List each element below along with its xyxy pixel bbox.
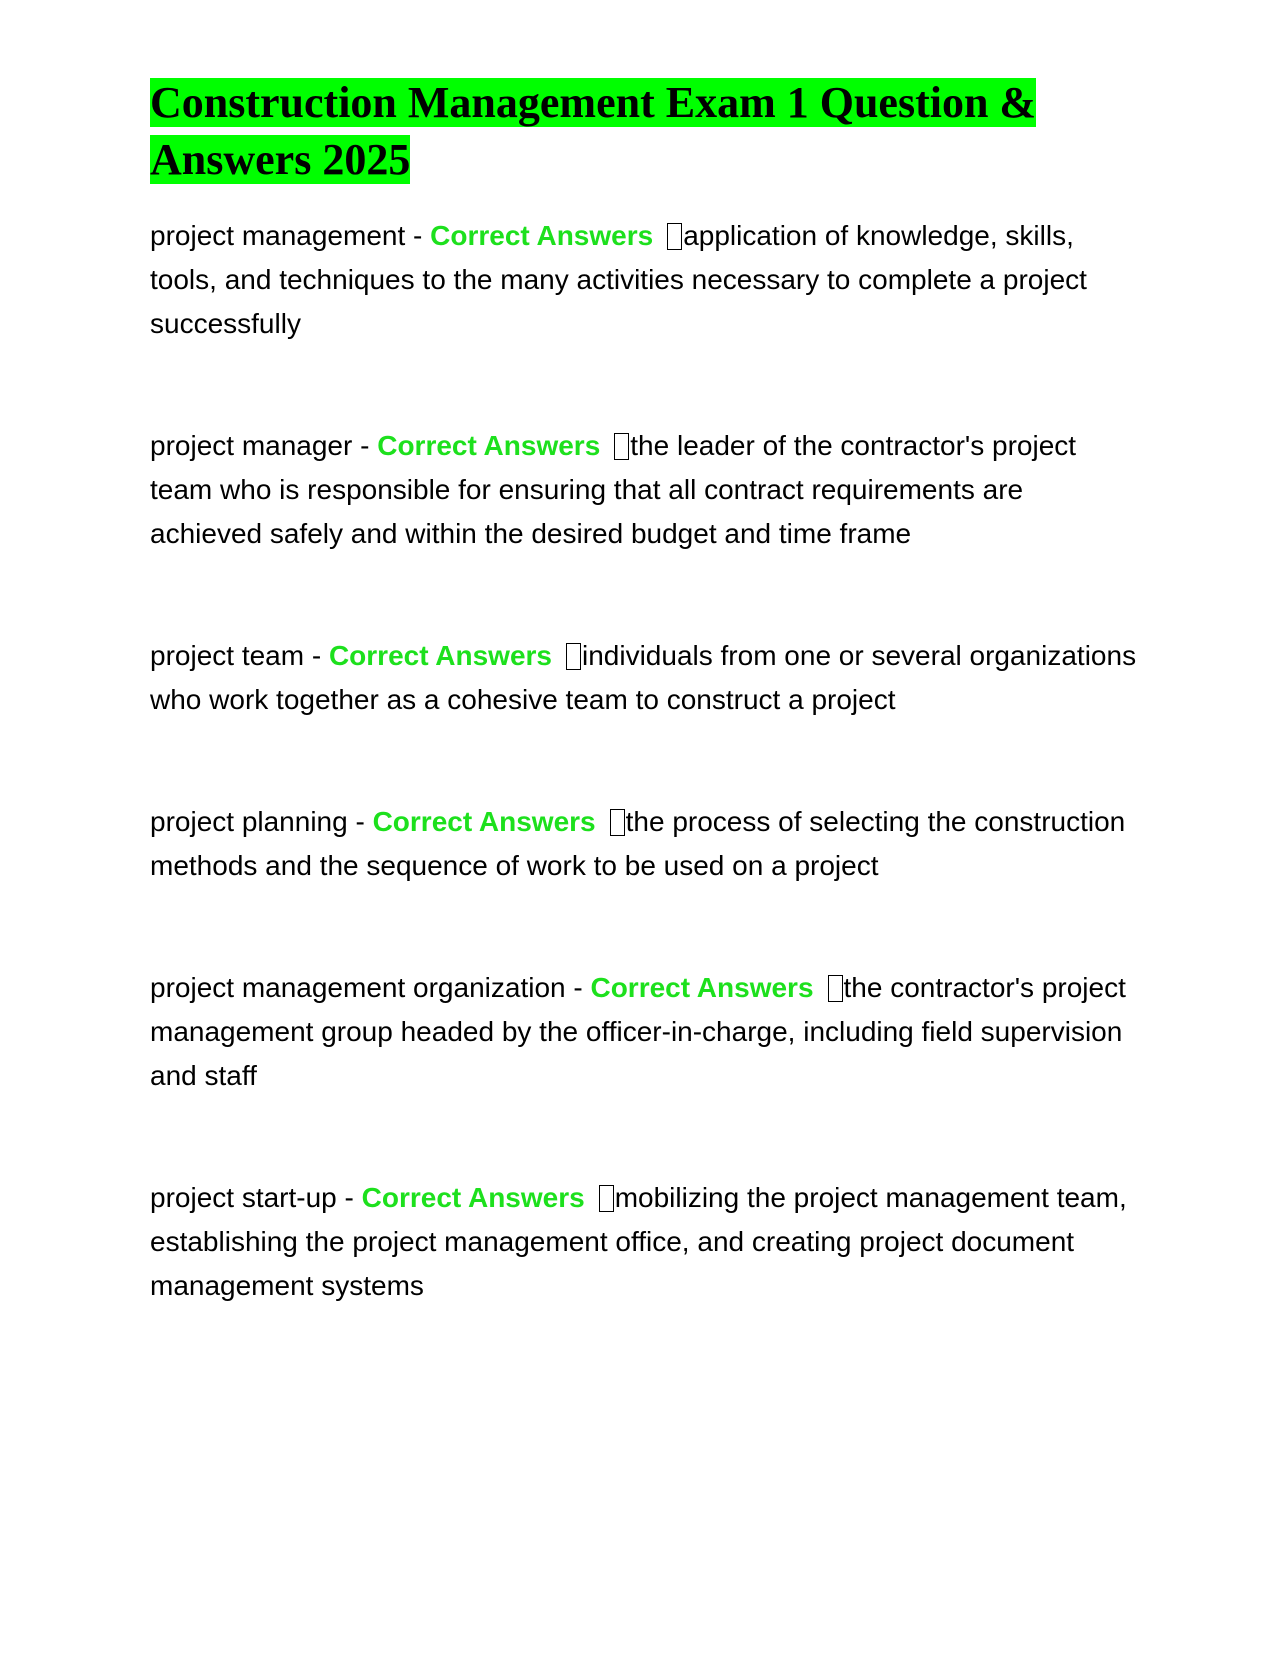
correct-answers-label: Correct Answers <box>328 640 552 671</box>
definition: the leader of the contractor's project team who is responsible for ensuring that all contract requirements are achieved safely and within the desired budget and time frame <box>150 430 1077 549</box>
qa-entry <box>150 966 1140 1098</box>
term: project management organization - <box>150 972 591 1003</box>
title-highlight: Construction Management Exam 1 Question & Answers 2025 <box>150 78 1037 184</box>
term: project start-up - <box>150 1182 362 1213</box>
qa-entry <box>150 800 1140 888</box>
correct-answers-label: Correct Answers <box>361 1182 585 1213</box>
qa-entry <box>150 1176 1140 1308</box>
correct-answers-label: Correct Answers <box>377 430 601 461</box>
term: project manager - <box>150 430 378 461</box>
missing-glyph-icon <box>828 975 843 1002</box>
definition: mobilizing the project management team, establishing the project management office, and creating project document management systems <box>150 1182 1127 1301</box>
qa-entry <box>150 634 1140 722</box>
term: project team - <box>150 640 329 671</box>
definition: the process of selecting the construction methods and the sequence of work to be used on a project <box>150 806 1126 881</box>
correct-answers-label: Correct Answers <box>430 220 654 251</box>
document-page <box>150 74 1140 1308</box>
missing-glyph-icon <box>599 1185 614 1212</box>
definition: application of knowledge, skills, tools, and techniques to the many activities necessary to complete a project successfully <box>150 220 1087 339</box>
missing-glyph-icon <box>610 809 625 836</box>
definition: individuals from one or several organizations who work together as a cohesive team to construct a project <box>150 640 1137 715</box>
term: project planning - <box>150 806 373 837</box>
document-title <box>150 74 1140 188</box>
correct-answers-label: Correct Answers <box>590 972 814 1003</box>
missing-glyph-icon <box>667 223 682 250</box>
qa-entry <box>150 424 1140 556</box>
qa-entry <box>150 214 1140 346</box>
term: project management - <box>150 220 431 251</box>
missing-glyph-icon <box>566 643 581 670</box>
correct-answers-label: Correct Answers <box>372 806 596 837</box>
missing-glyph-icon <box>614 433 629 460</box>
definition: the contractor's project management group headed by the officer-in-charge, including field supervision and staff <box>150 972 1126 1091</box>
